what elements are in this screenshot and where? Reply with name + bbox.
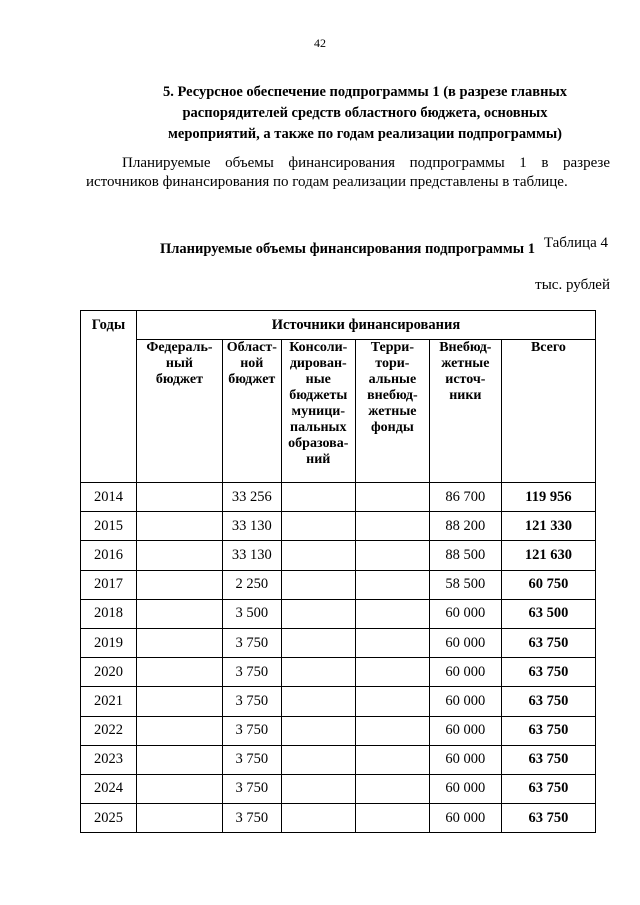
- column-header-line: Област-: [226, 340, 277, 355]
- cell-federal: [136, 628, 222, 657]
- table-number: Таблица 4: [543, 235, 608, 251]
- page-number: 42: [314, 36, 326, 50]
- cell-federal: [136, 512, 222, 541]
- cell-municipal: [281, 599, 355, 628]
- cell-territorial: [355, 628, 429, 657]
- cell-extra: 60 000: [429, 599, 501, 628]
- column-header-line: Федераль-: [146, 340, 213, 355]
- column-header-line: ный: [165, 356, 193, 371]
- cell-year: 2022: [81, 716, 137, 745]
- cell-total: 121 630: [501, 541, 595, 570]
- cell-federal: [136, 745, 222, 774]
- cell-regional: 33 130: [222, 541, 281, 570]
- cell-year: 2021: [81, 687, 137, 716]
- cell-regional: 3 500: [222, 599, 281, 628]
- column-header-line: жетные: [368, 404, 417, 419]
- section-heading-line: распорядителей средств областного бюджета, основных: [182, 105, 548, 121]
- cell-territorial: [355, 774, 429, 803]
- cell-municipal: [281, 774, 355, 803]
- cell-regional: 33 130: [222, 512, 281, 541]
- cell-extra: 60 000: [429, 687, 501, 716]
- section-heading: [130, 82, 600, 145]
- column-header-line: Внебюд-: [439, 340, 492, 355]
- cell-territorial: [355, 716, 429, 745]
- cell-regional: 3 750: [222, 658, 281, 687]
- table-row: [81, 804, 596, 833]
- cell-municipal: [281, 628, 355, 657]
- cell-territorial: [355, 658, 429, 687]
- cell-territorial: [355, 745, 429, 774]
- cell-territorial: [355, 687, 429, 716]
- intro-paragraph: [86, 154, 610, 192]
- cell-total: 60 750: [501, 570, 595, 599]
- cell-year: 2023: [81, 745, 137, 774]
- cell-year: 2018: [81, 599, 137, 628]
- cell-extra: 88 500: [429, 541, 501, 570]
- cell-total: 119 956: [501, 483, 595, 512]
- cell-regional: 3 750: [222, 628, 281, 657]
- column-header-line: Консоли-: [289, 340, 348, 355]
- table-row: [81, 716, 596, 745]
- column-header-line: бюджет: [228, 372, 276, 387]
- column-header-line: пальных: [290, 420, 347, 435]
- cell-total: 121 330: [501, 512, 595, 541]
- financing-table: [80, 310, 596, 833]
- table-row: [81, 628, 596, 657]
- intro-line: Планируемые объемы финансирования подпрограммы 1 в разрезе: [122, 155, 610, 171]
- column-header-line: источ-: [445, 372, 486, 387]
- cell-regional: 3 750: [222, 716, 281, 745]
- cell-total: 63 750: [501, 745, 595, 774]
- section-heading-line: мероприятий, а также по годам реализации подпрограммы): [168, 126, 562, 142]
- cell-federal: [136, 570, 222, 599]
- cell-regional: 33 256: [222, 483, 281, 512]
- cell-regional: 3 750: [222, 774, 281, 803]
- cell-extra: 60 000: [429, 658, 501, 687]
- cell-regional: 3 750: [222, 804, 281, 833]
- intro-line: источников финансирования по годам реализации представлены в таблице.: [86, 174, 568, 190]
- cell-extra: 88 200: [429, 512, 501, 541]
- cell-municipal: [281, 541, 355, 570]
- cell-municipal: [281, 745, 355, 774]
- column-header-line: Всего: [530, 340, 566, 355]
- cell-total: 63 750: [501, 716, 595, 745]
- column-header-years: Годы: [81, 311, 137, 483]
- column-header-line: дирован-: [289, 356, 347, 371]
- cell-extra: 86 700: [429, 483, 501, 512]
- cell-total: 63 750: [501, 774, 595, 803]
- section-heading-line: 5. Ресурсное обеспечение подпрограммы 1 (в разрезе главных: [162, 84, 568, 100]
- column-header-sources: Источники финансирования: [136, 311, 595, 340]
- column-header-line: ний: [306, 452, 331, 467]
- column-header-federal-budget: [136, 340, 222, 483]
- cell-municipal: [281, 483, 355, 512]
- cell-federal: [136, 541, 222, 570]
- cell-regional: 3 750: [222, 687, 281, 716]
- column-header-line: муници-: [291, 404, 345, 419]
- column-header-line: внебюд-: [367, 388, 418, 403]
- column-header-line: ные: [305, 372, 331, 387]
- column-header-line: бюджеты: [289, 388, 348, 403]
- cell-territorial: [355, 570, 429, 599]
- table-row: [81, 541, 596, 570]
- column-header-line: ники: [449, 388, 482, 403]
- table-row: [81, 483, 596, 512]
- cell-total: 63 500: [501, 599, 595, 628]
- table-row: [81, 658, 596, 687]
- column-header-extrabudgetary-sources: [429, 340, 501, 483]
- column-header-municipal-budgets: [281, 340, 355, 483]
- cell-year: 2024: [81, 774, 137, 803]
- cell-federal: [136, 804, 222, 833]
- cell-territorial: [355, 804, 429, 833]
- cell-regional: 3 750: [222, 745, 281, 774]
- column-header-line: бюджет: [155, 372, 203, 387]
- cell-territorial: [355, 483, 429, 512]
- cell-federal: [136, 687, 222, 716]
- cell-year: 2017: [81, 570, 137, 599]
- table-body: [81, 483, 596, 833]
- column-header-line: образова-: [288, 436, 349, 451]
- cell-municipal: [281, 687, 355, 716]
- table-row: [81, 570, 596, 599]
- cell-extra: 60 000: [429, 774, 501, 803]
- cell-extra: 60 000: [429, 716, 501, 745]
- cell-federal: [136, 716, 222, 745]
- table-row: [81, 745, 596, 774]
- cell-territorial: [355, 541, 429, 570]
- subheader-row: [81, 340, 596, 483]
- column-header-line: тори-: [375, 356, 410, 371]
- table-row: [81, 599, 596, 628]
- cell-total: 63 750: [501, 628, 595, 657]
- column-header-line: фонды: [370, 420, 414, 435]
- column-header-line: ной: [240, 356, 264, 371]
- table-row: [81, 687, 596, 716]
- cell-municipal: [281, 804, 355, 833]
- cell-year: 2025: [81, 804, 137, 833]
- cell-regional: 2 250: [222, 570, 281, 599]
- cell-extra: 60 000: [429, 745, 501, 774]
- cell-territorial: [355, 599, 429, 628]
- column-header-total: [501, 340, 595, 483]
- cell-federal: [136, 483, 222, 512]
- column-header-line: Терри-: [370, 340, 415, 355]
- table-row: [81, 774, 596, 803]
- column-header-territorial-funds: [355, 340, 429, 483]
- cell-extra: 58 500: [429, 570, 501, 599]
- cell-territorial: [355, 512, 429, 541]
- cell-extra: 60 000: [429, 628, 501, 657]
- column-header-line: альные: [368, 372, 417, 387]
- table-title: Планируемые объемы финансирования подпрограммы 1: [160, 241, 535, 257]
- column-header-line: жетные: [441, 356, 490, 371]
- table-units: тыс. рублей: [535, 277, 610, 293]
- cell-municipal: [281, 658, 355, 687]
- cell-municipal: [281, 570, 355, 599]
- table-row: [81, 512, 596, 541]
- cell-year: 2014: [81, 483, 137, 512]
- column-header-regional-budget: [222, 340, 281, 483]
- cell-year: 2015: [81, 512, 137, 541]
- cell-municipal: [281, 716, 355, 745]
- cell-total: 63 750: [501, 804, 595, 833]
- cell-extra: 60 000: [429, 804, 501, 833]
- cell-total: 63 750: [501, 687, 595, 716]
- cell-federal: [136, 599, 222, 628]
- cell-year: 2019: [81, 628, 137, 657]
- cell-total: 63 750: [501, 658, 595, 687]
- cell-federal: [136, 774, 222, 803]
- cell-year: 2020: [81, 658, 137, 687]
- cell-year: 2016: [81, 541, 137, 570]
- cell-federal: [136, 658, 222, 687]
- cell-municipal: [281, 512, 355, 541]
